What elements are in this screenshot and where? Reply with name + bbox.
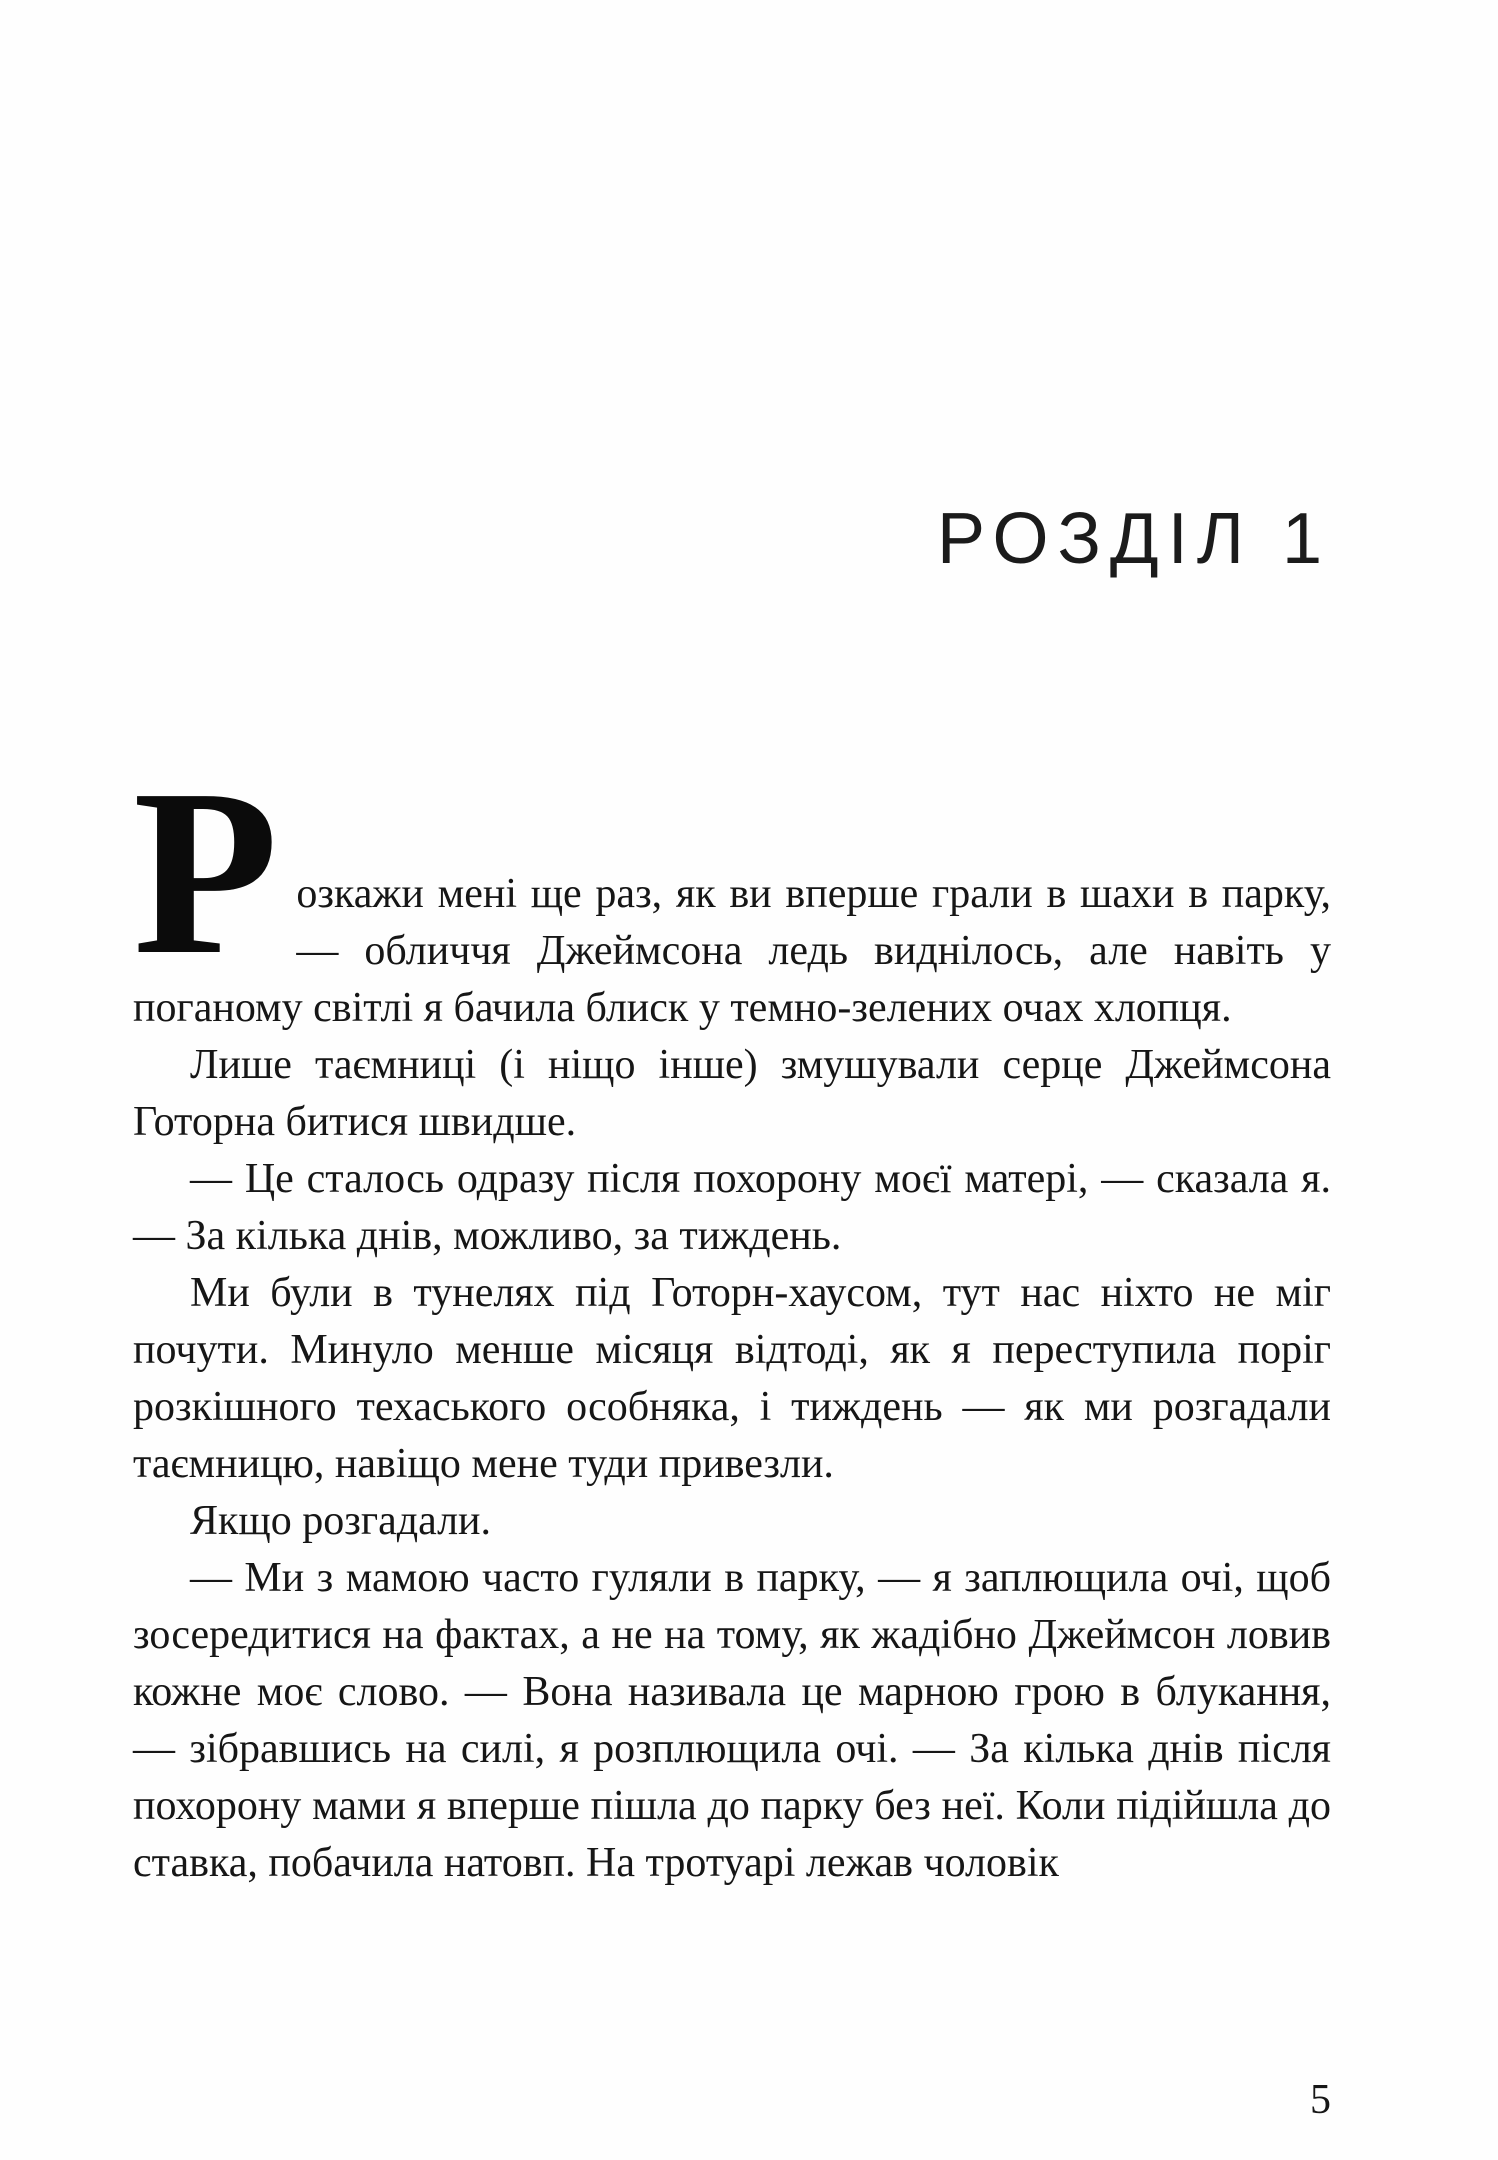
paragraph: — Ми з мамою часто гуляли в парку, — я заплющила очі, щоб зосередитися на фактах, а не на тому, як жадібно Джеймсон ловив кожне моє слово. — Вона називала це марною грою в блукання, — зібравшись на силі, я розплющила очі. — За кілька днів після похорону мами я вперше пішла до парку без неї. Коли підійшла до ставка, побачила натовп. На тротуарі лежав чоловік [133, 1555, 1331, 1886]
page-number: 5 [1310, 2077, 1331, 2123]
drop-cap: Р [133, 741, 279, 1004]
paragraph: — Це сталось одразу після похорону моєї матері, — сказала я. — За кілька днів, можливо, за тиждень. [133, 1156, 1331, 1259]
paragraph: Лише таємниці (і ніщо інше) змушували серце Джеймсона Готорна битися швидше. [133, 1042, 1331, 1145]
paragraph [133, 741, 1331, 1037]
paragraph: Якщо розгадали. [190, 1498, 492, 1544]
paragraph: Ми були в тунелях під Готорн-хаусом, тут нас ніхто не міг почути. Минуло менше місяця відтоді, як я переступила поріг розкішного техаського особняка, і тиждень — як ми розгадали таємницю, навіщо мене туди привезли. [133, 1270, 1331, 1487]
paragraph-text: озкажи мені ще раз, як ви вперше грали в шахи в парку, — обличчя Джеймсона ледь виднілось, але навіть у поганому світлі я бачила блиск у темно-зелених очах хлопця. [133, 871, 1331, 1031]
page-text-block [133, 741, 1331, 1892]
chapter-title: РОЗДІЛ 1 [937, 499, 1331, 580]
